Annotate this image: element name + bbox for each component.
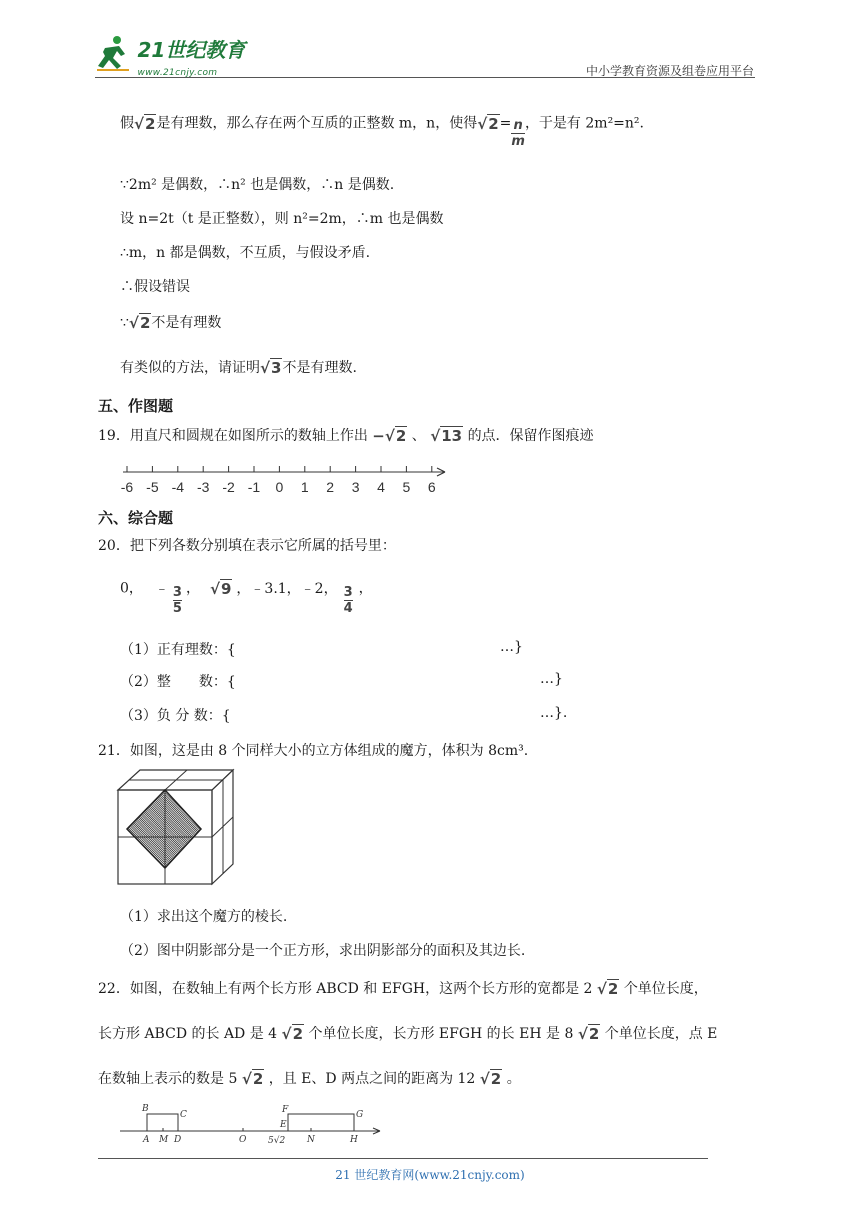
text: ，且 E、D 两点之间的距离为 12 [268, 1071, 476, 1087]
hatch-line [237, 768, 240, 888]
hatch-line [171, 768, 240, 888]
text: 19．用直尺和圆规在如图所示的数轴上作出 [98, 428, 368, 444]
q20-item-1-end: …} [500, 639, 523, 655]
text: 0， [120, 580, 143, 597]
minus: − [372, 427, 385, 445]
sqrt-icon: √2 [128, 314, 151, 332]
hatch-line [209, 768, 240, 888]
hatch-line [200, 768, 240, 888]
hatch-line [233, 768, 240, 888]
hatch-line [115, 768, 184, 888]
question-20-title: 20．把下列各数分别填在表示它所属的括号里： [98, 538, 396, 554]
denominator: m [511, 134, 525, 149]
radicand: 2 [139, 314, 151, 332]
text: 个单位长度， [623, 981, 708, 997]
proof-line-1 [120, 108, 644, 149]
text: ，于是有 2m²=n². [524, 115, 644, 132]
text: ∵ [120, 315, 129, 331]
logo [95, 34, 245, 79]
text: 22．如图，在数轴上有两个长方形 ABCD 和 EFGH，这两个长方形的宽都是 2 [98, 981, 593, 997]
sqrt-icon: √3 [260, 359, 282, 377]
numerator: n [513, 118, 523, 133]
text: 的点．保留作图痕迹 [467, 428, 594, 444]
proof-line-3: 设 n=2t（t 是正整数），则 n²=2m，∴m 也是偶数 [120, 211, 444, 227]
proof-line-4: ∴m，n 都是偶数，不互质，与假设矛盾. [120, 245, 371, 261]
header-divider [95, 77, 755, 78]
denominator: 4 [343, 601, 353, 616]
q20-item-2-end: …} [540, 671, 563, 687]
text: 不是有理数. [282, 360, 357, 376]
hatch-line [229, 768, 240, 888]
proof-line-6 [120, 312, 221, 332]
sqrt-icon: √2 [596, 980, 619, 998]
hatch-line [167, 768, 240, 888]
logo-title: 21世纪教育 [137, 38, 246, 62]
hatch-line [215, 768, 240, 888]
rectangles-number-line-figure [118, 1100, 388, 1148]
proof-line-2: ∵2m² 是偶数，∴n² 也是偶数，∴n 是偶数. [120, 177, 395, 193]
sqrt-icon: √2 [577, 1025, 600, 1043]
tick-label: -3 [196, 479, 210, 495]
label-a: A [143, 1135, 150, 1145]
sqrt-icon: √2 [281, 1025, 303, 1043]
text: 个单位长度，长方形 EFGH 的长 EH 是 8 [308, 1026, 574, 1042]
footer-text: 21 世纪教育网(www.21cnjy.com) [335, 1168, 525, 1182]
radicand: 2 [145, 114, 156, 133]
fraction [344, 585, 353, 616]
radicand: 2 [588, 1025, 600, 1043]
neg-sqrt-icon: −√2 [372, 427, 407, 445]
hatch-line [182, 768, 240, 888]
question-22-line-2 [98, 1023, 717, 1043]
text: = [499, 115, 512, 132]
section-title-6: 六、综合题 [98, 509, 174, 527]
q20-item-1: （1）正有理数：{ [120, 642, 236, 658]
number-line-figure [115, 462, 460, 496]
tick-label: -5 [146, 479, 159, 495]
text: ，﹣3.1，﹣2， [236, 580, 338, 597]
tick-label: -2 [222, 479, 235, 495]
radicand: 2 [395, 427, 407, 445]
question-20-numbers [120, 573, 373, 616]
proof-line-7 [120, 357, 357, 377]
text: 不是有理数 [151, 315, 222, 331]
radicand: 2 [490, 1070, 502, 1088]
radicand: 2 [252, 1070, 264, 1088]
sqrt-icon: √9 [209, 579, 232, 598]
label-h: H [350, 1135, 358, 1145]
text: 在数轴上表示的数是 5 [98, 1071, 238, 1087]
magic-cube-figure [115, 768, 240, 888]
hatch-line [198, 768, 240, 888]
logo-url: www.21cnjy.com [137, 68, 218, 78]
text: ， [358, 580, 373, 597]
q20-item-3-end: …}. [540, 705, 568, 721]
radicand: 2 [607, 980, 619, 998]
label-n: N [307, 1135, 315, 1145]
hatch-line [169, 768, 240, 888]
tick-label: -6 [120, 479, 134, 495]
text: ， [185, 580, 200, 597]
hatch-line [141, 768, 240, 888]
hatch-line [235, 768, 240, 888]
question-21-title: 21．如图，这是由 8 个同样大小的立方体组成的魔方，体积为 8cm³. [98, 743, 529, 759]
hatch-line [204, 768, 240, 888]
label-e: E [280, 1120, 287, 1130]
radicand: 9 [220, 579, 232, 598]
sqrt-icon: √2 [479, 1070, 502, 1088]
text: 长方形 ABCD 的长 AD 是 4 [98, 1026, 278, 1042]
q20-item-2: （2）整 数：{ [120, 674, 236, 690]
rectangle-efgh [288, 1114, 354, 1131]
radicand: 2 [292, 1025, 303, 1043]
sqrt-icon: √2 [134, 114, 156, 133]
proof-line-5: ∴假设错误 [120, 279, 190, 295]
header-platform-text: 中小学教育资源及组卷应用平台 [585, 64, 754, 78]
section-title-5: 五、作图题 [98, 397, 174, 415]
label-g: G [356, 1110, 364, 1120]
question-22-line-1 [98, 978, 708, 998]
sqrt-icon: √13 [430, 427, 463, 445]
denominator: 5 [172, 601, 182, 616]
tick-label: 2 [326, 479, 335, 495]
question-19 [98, 425, 594, 445]
q21-part-2: （2）图中阴影部分是一个正方形，求出阴影部分的面积及其边长. [120, 943, 526, 959]
question-22-line-3 [98, 1068, 521, 1088]
label-e-value: 5√2 [268, 1136, 286, 1146]
text: 、 [411, 428, 426, 444]
numerator: 3 [172, 585, 182, 600]
hatch-line [123, 768, 240, 888]
text: 个单位长度，点 E [604, 1026, 718, 1042]
tick-label: 6 [427, 479, 436, 495]
label-c: C [180, 1110, 187, 1120]
hatch-line [115, 768, 170, 888]
radicand: 2 [488, 114, 499, 133]
radicand: 3 [271, 359, 282, 377]
tick-label: 3 [351, 479, 360, 495]
tick-label: 5 [402, 479, 411, 495]
fraction [173, 585, 182, 616]
label-m: M [159, 1135, 169, 1145]
tick-label: 1 [300, 479, 309, 495]
runner-logo-icon [95, 34, 131, 72]
text: 是有理数，那么存在两个互质的正整数 m，n，使得 [156, 115, 478, 132]
sqrt-icon: √2 [241, 1070, 264, 1088]
fraction [511, 118, 525, 149]
radicand: 13 [441, 427, 463, 445]
hatch-line [187, 768, 240, 888]
tick-label: 4 [377, 479, 385, 495]
tick-label: 0 [275, 479, 284, 495]
label-b: B [142, 1104, 149, 1114]
sqrt-icon: √2 [477, 114, 499, 133]
tick-label: -1 [247, 479, 261, 495]
text: 。 [506, 1071, 521, 1087]
text: 假 [120, 115, 134, 132]
q21-part-1: （1）求出这个魔方的棱长. [120, 909, 288, 925]
hatch-line [115, 768, 188, 888]
footer-divider [98, 1158, 708, 1159]
label-o: O [239, 1135, 247, 1145]
numerator: 3 [343, 585, 353, 600]
hatch-line [115, 768, 157, 888]
hatch-line [231, 768, 240, 888]
label-f: F [282, 1105, 289, 1115]
tick-group [121, 466, 436, 495]
q20-item-3: （3）负 分 数：{ [120, 708, 231, 724]
tick-label: -4 [171, 479, 185, 495]
text: 有类似的方法，请证明 [120, 360, 260, 376]
label-d: D [174, 1135, 182, 1145]
text: ﹣ [154, 580, 169, 597]
hatch-line [222, 768, 240, 888]
